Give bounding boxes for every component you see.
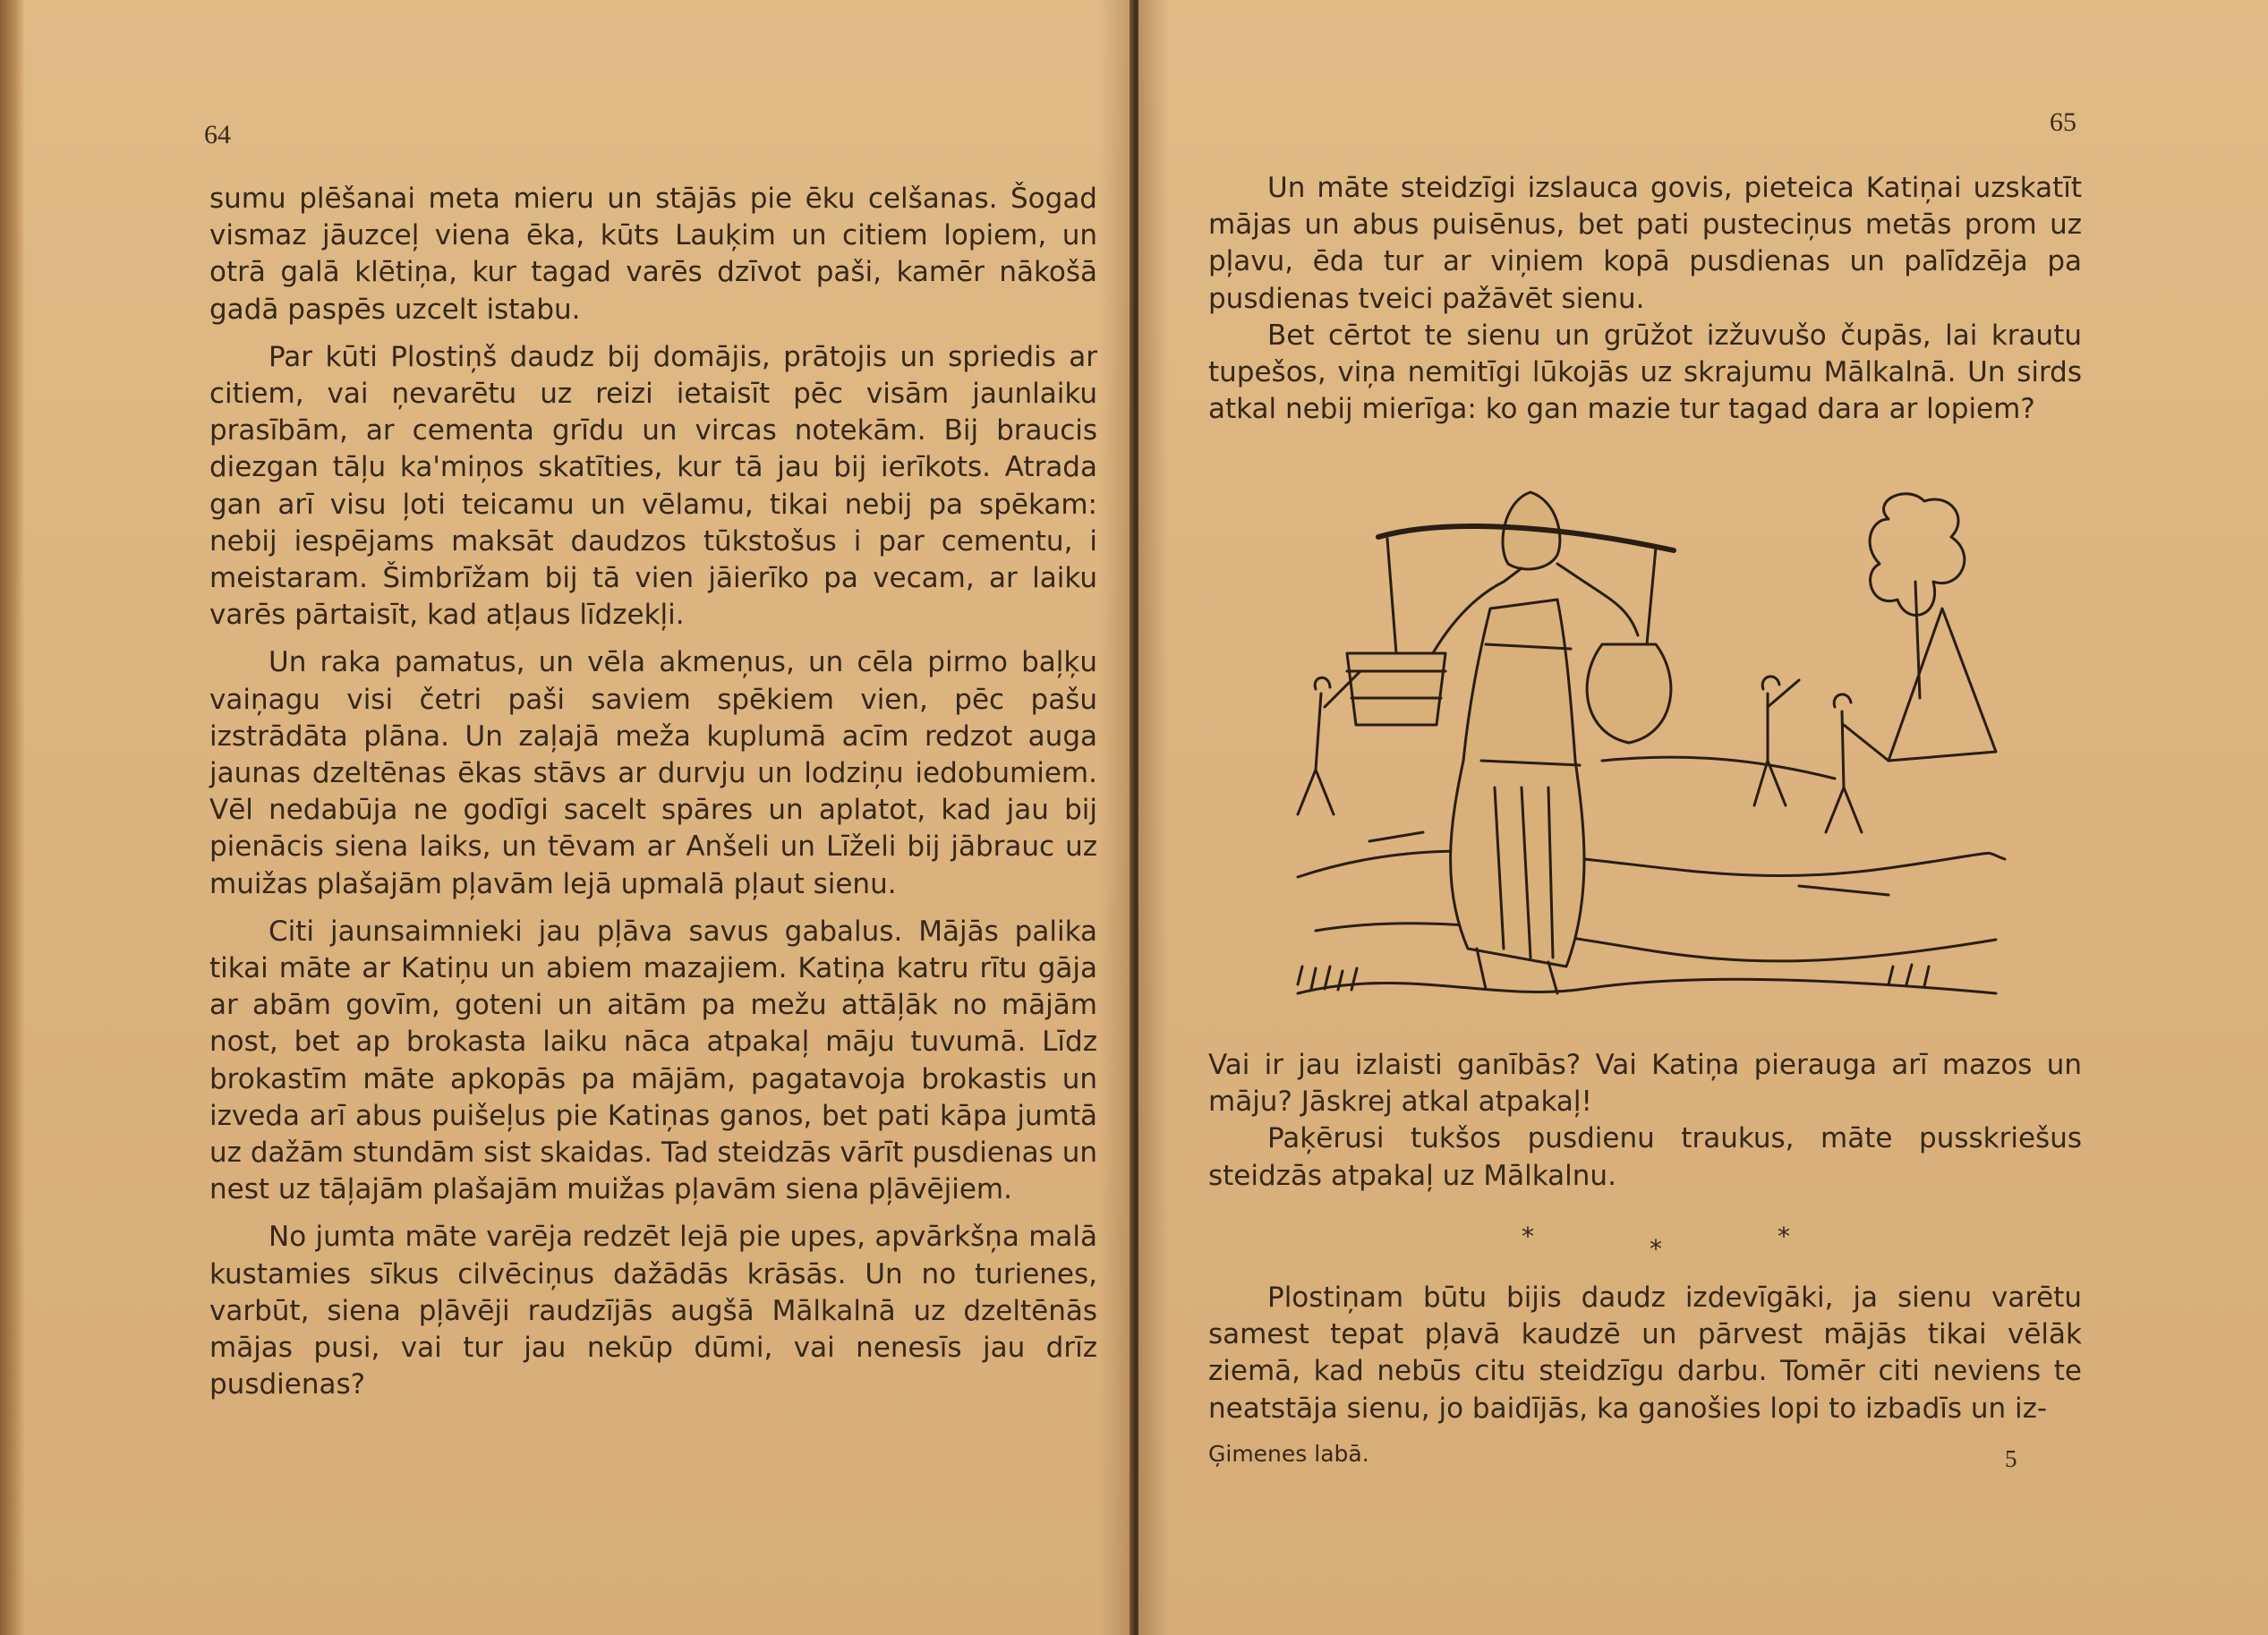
paragraph: Vai ir jau izlaisti ganībās? Vai Katiņa pierauga arī mazos un māju? Jāskrej atkal atpakaļ! [1208, 1049, 2082, 1119]
paragraph: Bet cērtot te sienu un grūžot izžuvušo čupās, lai krautu tupešos, viņa nemitīgi lūkojās uz skrajumu Mālkalnā. Un sirds atkal nebij mierīga: ko gan mazie tur tagad dara ar lopiem? [1208, 319, 2082, 426]
separator-asterisk: * [1522, 1222, 1534, 1251]
illustration-woman-carrying-yoke [1262, 465, 2023, 1011]
paragraph: Un māte steidzīgi izslauca govis, pieteica Katiņai uzskatīt mājas un abus puisēnus, bet pati pusteciņus metās prom uz pļavu, ēda tur ar viņiem kopā pusdienas un palīdzēja pa pusdienas tveici pažāvēt sienu. [1208, 172, 2082, 315]
paragraph: Paķērusi tukšos pusdienu traukus, māte pusskriešus steidzās atpakaļ uz Mālkalnu. [1208, 1122, 2082, 1192]
footer-signature-mark: 5 [2005, 1445, 2017, 1472]
paragraph: No jumta māte varēja redzēt lejā pie upes, apvārkšņa malā kustamies sīkus cilvēciņus dažādās krāsās. Un no turienes, varbūt, siena pļāvēji raudzījās augšā Mālkalnā uz dzeltēnās mājas pusi, vai tur jau nekūp dūmi, vai nenesīs jau drīz pusdienas? [209, 1221, 1097, 1401]
left-page-text [209, 181, 1097, 1415]
separator-asterisk: * [1778, 1222, 1790, 1251]
paragraph: Par kūti Plostiņš daudz bij domājis, prātojis un spriedis ar citiem, vai ņevarētu uz reizi ietaisīt pēc visām jaunlaiku prasībām, ar cementa grīdu un vircas notekām. Bij braucis diezgan tāļu ka'miņos skatīties, kur tā jau bij ierīkots. Atrada gan arī visu ļoti teicamu un vēlamu, tikai nebij pa spēkam: nebij iespējams maksāt daudzos tūkstošus i par cementu, i meistaram. Šimbrīžam bij tā vien jāierīko pa vecam, ar laiku varēs pārtaisīt, kad atļaus līdzekļi. [209, 340, 1097, 632]
paragraph: Citi jaunsaimnieki jau pļāva savus gabalus. Mājās palika tikai māte ar Katiņu un abiem mazajiem. Katiņa katru rītu gāja ar abām govīm, goteni un aitām pa mežu attāļāk no mājām nost, bet ap brokasta laiku nāca atpakaļ māju tuvumā. Līdz brokastīm māte apkopās pa mājām, pagatavoja brokastis un izveda arī abus puišeļus pie Katiņas ganos, bet pati kāpa jumtā uz dažām stundām sist skaidas. Tad steidzās vārīt pusdienas un nest uz tāļajām plašajām muižas pļavām siena pļāvējiem. [209, 915, 1097, 1206]
page-number: 65 [2050, 107, 2076, 137]
right-page-text-bottom [1208, 1047, 2082, 1205]
section-separator [1522, 1222, 1790, 1264]
separator-asterisk: * [1650, 1234, 1662, 1264]
page-number: 64 [204, 120, 231, 149]
right-page-text-final [1208, 1280, 2082, 1438]
right-page-text-top [1208, 170, 2082, 439]
footer-book-title: Ģimenes labā. [1208, 1441, 1369, 1467]
paragraph: sumu plēšanai meta mieru un stājās pie ēku celšanas. Šogad vismaz jāuzceļ viena ēka, kūts Lauķim un citiem lopiem, un otrā galā klētiņa, kur tagad varēs dzīvot paši, kamēr nākošā gadā paspēs uzcelt istabu. [209, 183, 1097, 326]
paragraph: Un raka pamatus, un vēla akmeņus, un cēla pirmo baļķu vaiņagu visi četri paši saviem spēkiem vien, pēc pašu izstrādāta plāna. Un zaļajā meža kuplumā acīm redzot auga jaunas dzeltēnas ēkas stāvs ar durvju un lodziņu iedobumiem. Vēl nedabūja ne godīgi sacelt spāres un aplatot, kad jau bij pienācis siena laiks, un tēvam ar Anšeli un Līželi bij jābrauc uz muižas plašajām pļavām lejā upmalā pļaut sienu. [209, 646, 1097, 900]
paragraph: Plostiņam būtu bijis daudz izdevīgāki, ja sienu varētu samest tepat pļavā kaudzē un pārvest mājās tikai vēlāk ziemā, kad nebūs citu steidzīgu darbu. Tomēr citi neviens te neatstāja sienu, jo baidījās, ka ganošies lopi to izbadīs un iz- [1208, 1282, 2082, 1425]
